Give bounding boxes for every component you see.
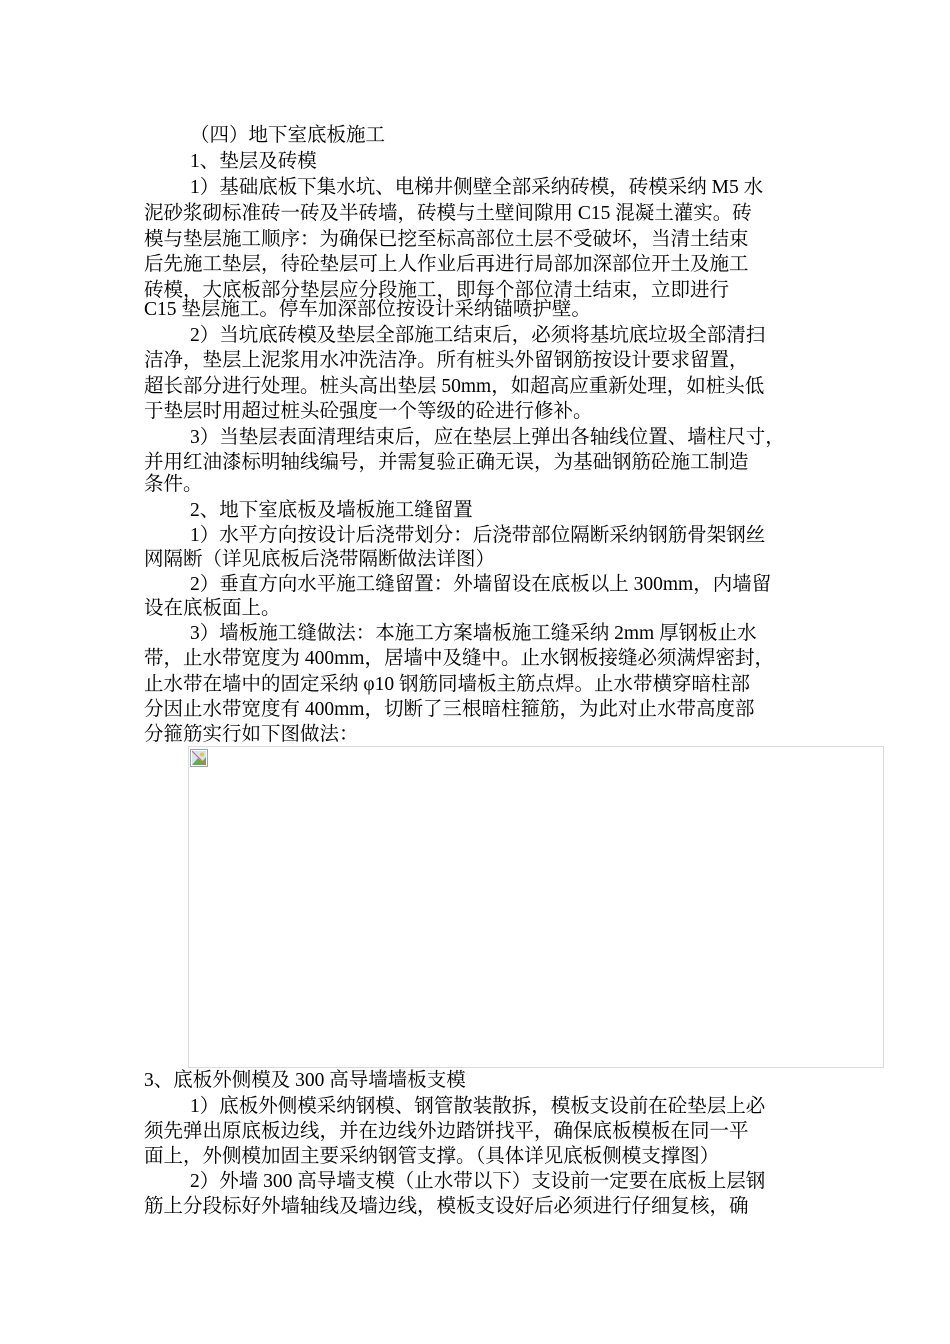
paragraph-line: 模与垫层施工顺序：为确保已挖至标高部位土层不受破坏，当清土结束	[144, 229, 749, 250]
paragraph-line: 并用红油漆标明轴线编号，并需复验正确无误，为基础钢筋砼施工制造	[144, 452, 749, 473]
paragraph-line: 泥砂浆砌标准砖一砖及半砖墙，砖模与土壁间隙用 C15 混凝土灌实。砖	[144, 203, 752, 224]
paragraph-line: 1）底板外侧模采纳钢模、钢管散装散拆，模板支设前在砼垫层上必	[190, 1096, 766, 1117]
broken-image-icon	[190, 749, 208, 767]
paragraph-line: 后先施工垫层，待砼垫层可上人作业后再进行局部加深部位开土及施工	[144, 254, 749, 275]
paragraph-line: 条件。	[144, 474, 203, 495]
paragraph-line: 筋上分段标好外墙轴线及墙边线，模板支设好后必须进行仔细复核，确	[144, 1196, 749, 1217]
paragraph-line: 网隔断（详见底板后浇带隔断做法详图）	[144, 549, 496, 570]
paragraph-line: 止水带在墙中的固定采纳 φ10 钢筋同墙板主筋点焊。止水带横穿暗柱部	[144, 674, 751, 695]
paragraph-line: 超长部分进行处理。桩头高出垫层 50mm，如超高应重新处理，如桩头低	[144, 376, 765, 397]
paragraph-line: 带，止水带宽度为 400mm，居墙中及缝中。止水钢板接缝必须满焊密封，	[144, 648, 774, 669]
paragraph-line: 洁净，垫层上泥浆用水冲洗洁净。所有桩头外留钢筋按设计要求留置，	[144, 350, 749, 371]
paragraph-line: 分箍筋实行如下图做法：	[144, 724, 359, 745]
paragraph-line: 1）基础底板下集水坑、电梯井侧壁全部采纳砖模，砖模采纳 M5 水	[190, 177, 764, 198]
paragraph-line: C15 垫层施工。停车加深部位按设计采纳锚喷护壁。	[144, 299, 591, 320]
paragraph-line: 设在底板面上。	[144, 598, 281, 619]
paragraph-line: 3）当垫层表面清理结束后，应在垫层上弹出各轴线位置、墙柱尺寸，	[190, 427, 785, 448]
paragraph-line: 分因止水带宽度有 400mm，切断了三根暗柱箍筋，为此对止水带高度部	[144, 699, 755, 720]
embedded-figure	[188, 746, 884, 1068]
paragraph-line: 2）当坑底砖模及垫层全部施工结束后，必须将基坑底垃圾全部清扫	[190, 325, 766, 346]
paragraph-line: 3）墙板施工缝做法：本施工方案墙板施工缝采纳 2mm 厚钢板止水	[190, 623, 757, 644]
paragraph-line: 面上，外侧模加固主要采纳钢管支撑。（具体详见底板侧模支撑图）	[144, 1146, 720, 1167]
paragraph-line: 2）垂直方向水平施工缝留置：外墙留设在底板以上 300mm，内墙留	[190, 574, 772, 595]
paragraph-line: 于垫层时用超过桩头砼强度一个等级的砼进行修补。	[144, 401, 593, 422]
paragraph-line: 2）外墙 300 高导墙支模（止水带以下）支设前一定要在底板上层钢	[190, 1171, 766, 1192]
section-heading: （四）地下室底板施工	[190, 125, 386, 146]
paragraph-line: 须先弹出原底板边线，并在边线外边踏饼找平，确保底板模板在同一平	[144, 1121, 749, 1142]
paragraph-line: 1）水平方向按设计后浇带划分：后浇带部位隔断采纳钢筋骨架钢丝	[190, 525, 766, 546]
subsection-title-1: 1、垫层及砖模	[190, 151, 317, 172]
subsection-title-2: 2、地下室底板及墙板施工缝留置	[190, 500, 473, 521]
paragraph-line: 砖模，大底板部分垫层应分段施工，即每个部位清土结束，立即进行	[144, 280, 730, 301]
subsection-title-3: 3、底板外侧模及 300 高导墙墙板支模	[144, 1070, 466, 1091]
